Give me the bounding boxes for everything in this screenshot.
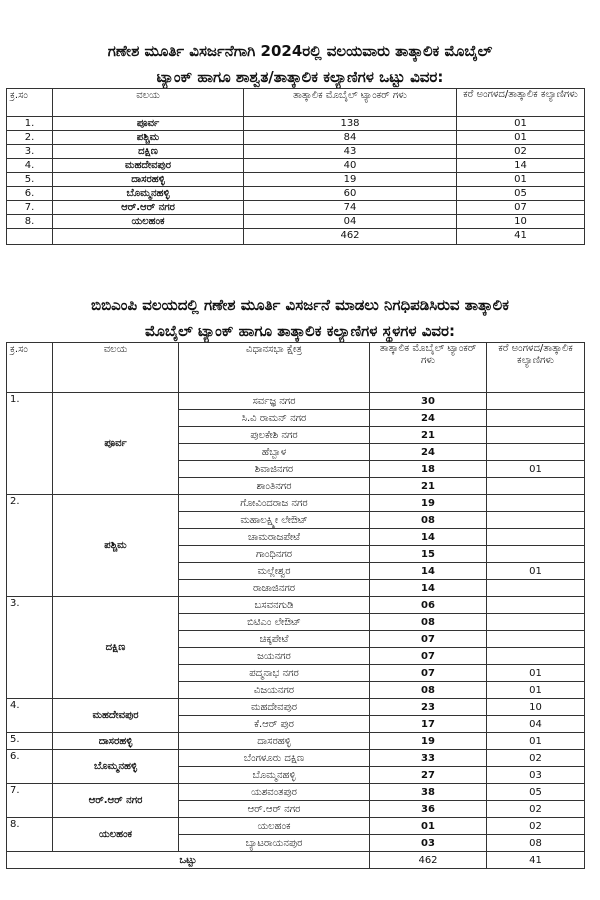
row-constituency: ಶಿವಾಜಿನಗರ bbox=[179, 461, 370, 478]
title-1 bbox=[0, 38, 600, 90]
header-tanks: ತಾತ್ಕಾಲಿಕ ಮೊಬೈಲ್ ಟ್ಯಾಂಕರ್ ಗಳು bbox=[244, 89, 457, 117]
row-constituency: ಮಹದೇವಪುರ bbox=[179, 699, 370, 716]
row-tanks: 14 bbox=[370, 580, 487, 597]
row-tanks: 15 bbox=[370, 546, 487, 563]
row-constituency: ಪದ್ಮನಾಭ ನಗರ bbox=[179, 665, 370, 682]
row-sl: 2. bbox=[7, 495, 53, 597]
summary-table bbox=[6, 88, 585, 245]
table-row bbox=[7, 750, 585, 767]
row-sl: 8. bbox=[7, 215, 53, 229]
row-zone: ಆರ್.ಆರ್ ನಗರ bbox=[53, 784, 179, 818]
row-constituency: ಯಶವಂತಪುರ bbox=[179, 784, 370, 801]
row-zone: ಬೊಮ್ಮನಹಳ್ಳಿ bbox=[53, 750, 179, 784]
table-row bbox=[7, 784, 585, 801]
row-sl: 2. bbox=[7, 131, 53, 145]
row-kalyani bbox=[487, 393, 585, 410]
row-constituency: ಚಾಮರಾಜಪೇಟೆ bbox=[179, 529, 370, 546]
row-sl: 5. bbox=[7, 173, 53, 187]
row-tanks: 24 bbox=[370, 410, 487, 427]
row-sl: 1. bbox=[7, 393, 53, 495]
row-kalyani bbox=[487, 444, 585, 461]
row-tanks: 04 bbox=[244, 215, 457, 229]
title-1-line-1: ಗಣೇಶ ಮೂರ್ತಿ ವಿಸರ್ಜನೆಗಾಗಿ 2024ರಲ್ಲಿ ವಲಯವಾರು ತಾತ್ಕಾಲಿಕ ಮೊಬೈಲ್ bbox=[107, 42, 493, 60]
row-tanks: 33 bbox=[370, 750, 487, 767]
header-zone: ವಲಯ bbox=[53, 89, 244, 117]
table-row bbox=[7, 131, 585, 145]
row-tanks: 36 bbox=[370, 801, 487, 818]
row-constituency: ಮಹಾಲಕ್ಷ್ಮೀ ಲೇಔಟ್ bbox=[179, 512, 370, 529]
total-row bbox=[7, 229, 585, 245]
row-sl: 3. bbox=[7, 145, 53, 159]
row-zone: ದಾಸರಹಳ್ಳಿ bbox=[53, 173, 244, 187]
table-row bbox=[7, 699, 585, 716]
row-kalyani: 02 bbox=[457, 145, 585, 159]
row-kalyani bbox=[487, 614, 585, 631]
total-empty bbox=[53, 229, 244, 245]
row-tanks: 138 bbox=[244, 117, 457, 131]
row-tanks: 19 bbox=[370, 495, 487, 512]
row-constituency: ಆರ್.ಆರ್ ನಗರ bbox=[179, 801, 370, 818]
header-kalyani: ಕರೆ ಅಂಗಳದ/ತಾತ್ಕಾಲಿಕ ಕಲ್ಯಾಣಿಗಳು bbox=[487, 343, 585, 393]
row-tanks: 40 bbox=[244, 159, 457, 173]
row-kalyani: 14 bbox=[457, 159, 585, 173]
row-tanks: 18 bbox=[370, 461, 487, 478]
row-zone: ಮಹದೇವಪುರ bbox=[53, 159, 244, 173]
row-kalyani: 01 bbox=[487, 733, 585, 750]
row-kalyani bbox=[487, 631, 585, 648]
row-kalyani: 04 bbox=[487, 716, 585, 733]
row-sl: 8. bbox=[7, 818, 53, 852]
table-row bbox=[7, 173, 585, 187]
row-tanks: 19 bbox=[370, 733, 487, 750]
row-constituency: ಸಿ.ವಿ ರಾಮನ್ ನಗರ bbox=[179, 410, 370, 427]
row-constituency: ರಾಜಾಜಿನಗರ bbox=[179, 580, 370, 597]
row-constituency: ಚಿಕ್ಕಪೇಟೆ bbox=[179, 631, 370, 648]
row-tanks: 27 bbox=[370, 767, 487, 784]
row-constituency: ಬ್ಯಾಟರಾಯನಪುರ bbox=[179, 835, 370, 852]
row-zone: ದಕ್ಷಿಣ bbox=[53, 145, 244, 159]
row-zone: ಬೊಮ್ಮನಹಳ್ಳಿ bbox=[53, 187, 244, 201]
row-tanks: 03 bbox=[370, 835, 487, 852]
row-tanks: 21 bbox=[370, 427, 487, 444]
row-constituency: ಹೆಬ್ಬಾಳ bbox=[179, 444, 370, 461]
row-kalyani bbox=[487, 648, 585, 665]
total-tanks: 462 bbox=[244, 229, 457, 245]
row-kalyani bbox=[487, 597, 585, 614]
row-kalyani bbox=[487, 427, 585, 444]
row-kalyani bbox=[487, 580, 585, 597]
total-kalyani: 41 bbox=[457, 229, 585, 245]
row-tanks: 30 bbox=[370, 393, 487, 410]
row-tanks: 23 bbox=[370, 699, 487, 716]
row-tanks: 07 bbox=[370, 648, 487, 665]
row-tanks: 08 bbox=[370, 682, 487, 699]
row-constituency: ಮಲ್ಲೇಶ್ವರ bbox=[179, 563, 370, 580]
row-tanks: 07 bbox=[370, 665, 487, 682]
row-zone: ಯಲಹಂಕ bbox=[53, 818, 179, 852]
row-zone: ಪೂರ್ವ bbox=[53, 117, 244, 131]
row-kalyani: 10 bbox=[457, 215, 585, 229]
table-row bbox=[7, 159, 585, 173]
row-kalyani: 05 bbox=[457, 187, 585, 201]
row-tanks: 08 bbox=[370, 512, 487, 529]
total-label: ಒಟ್ಟು bbox=[7, 852, 370, 869]
table-row bbox=[7, 818, 585, 835]
row-kalyani: 01 bbox=[457, 173, 585, 187]
table-row bbox=[7, 215, 585, 229]
row-tanks: 84 bbox=[244, 131, 457, 145]
table-row bbox=[7, 733, 585, 750]
row-kalyani: 03 bbox=[487, 767, 585, 784]
row-kalyani: 01 bbox=[487, 461, 585, 478]
table-row bbox=[7, 201, 585, 215]
total-tanks: 462 bbox=[370, 852, 487, 869]
row-zone: ಪಶ್ಚಿಮ bbox=[53, 495, 179, 597]
row-kalyani bbox=[487, 546, 585, 563]
row-kalyani: 01 bbox=[487, 682, 585, 699]
row-kalyani: 01 bbox=[487, 563, 585, 580]
row-constituency: ಗೋವಿಂದರಾಜ ನಗರ bbox=[179, 495, 370, 512]
row-constituency: ವಿಜಯನಗರ bbox=[179, 682, 370, 699]
row-kalyani: 02 bbox=[487, 818, 585, 835]
row-kalyani bbox=[487, 512, 585, 529]
row-kalyani: 01 bbox=[457, 117, 585, 131]
table-row bbox=[7, 117, 585, 131]
total-empty bbox=[7, 229, 53, 245]
row-constituency: ಬೊಮ್ಮನಹಳ್ಳಿ bbox=[179, 767, 370, 784]
header-kalyani: ಕರೆ ಅಂಗಳದ/ತಾತ್ಕಾಲಿಕ ಕಲ್ಯಾಣಿಗಳು bbox=[457, 89, 585, 117]
header-sl: ಕ್ರ.ಸಂ bbox=[7, 89, 53, 117]
row-sl: 6. bbox=[7, 187, 53, 201]
row-constituency: ಶಾಂತಿನಗರ bbox=[179, 478, 370, 495]
row-constituency: ಸರ್ವಜ್ಞ ನಗರ bbox=[179, 393, 370, 410]
row-tanks: 06 bbox=[370, 597, 487, 614]
row-sl: 4. bbox=[7, 159, 53, 173]
table-row bbox=[7, 187, 585, 201]
title-2-line-1: ಬಿಬಿಎಂಪಿ ವಲಯದಲ್ಲಿ ಗಣೇಶ ಮೂರ್ತಿ ವಿಸರ್ಜನೆ ಮಾಡಲು ನಿಗಧಿಪಡಿಸಿರುವ ತಾತ್ಕಾಲಿಕ bbox=[91, 296, 509, 314]
row-sl: 4. bbox=[7, 699, 53, 733]
row-kalyani: 01 bbox=[457, 131, 585, 145]
row-kalyani bbox=[487, 410, 585, 427]
row-constituency: ಯಲಹಂಕ bbox=[179, 818, 370, 835]
row-sl: 5. bbox=[7, 733, 53, 750]
row-kalyani bbox=[487, 529, 585, 546]
row-tanks: 24 bbox=[370, 444, 487, 461]
header-tanks: ತಾತ್ಕಾಲಿಕ ಮೊಬೈಲ್ ಟ್ಯಾಂಕರ್ ಗಳು bbox=[370, 343, 487, 393]
row-zone: ದಕ್ಷಿಣ bbox=[53, 597, 179, 699]
row-kalyani: 08 bbox=[487, 835, 585, 852]
row-constituency: ಬಿಟಿಎಂ ಲೇಔಟ್ bbox=[179, 614, 370, 631]
row-constituency: ಜಯನಗರ bbox=[179, 648, 370, 665]
row-tanks: 38 bbox=[370, 784, 487, 801]
row-kalyani: 01 bbox=[487, 665, 585, 682]
row-kalyani: 02 bbox=[487, 750, 585, 767]
table-row bbox=[7, 495, 585, 512]
total-row bbox=[7, 852, 585, 869]
title-1-line-2: ಟ್ಯಾಂಕ್ ಹಾಗೂ ಶಾಶ್ವತ/ತಾತ್ಕಾಲಿಕ ಕಲ್ಯಾಣಿಗಳ ಒಟ್ಟು ವಿವರ: bbox=[156, 68, 444, 86]
row-kalyani bbox=[487, 478, 585, 495]
table-row bbox=[7, 393, 585, 410]
header-sl: ಕ್ರ.ಸಂ bbox=[7, 343, 53, 393]
row-zone: ಪೂರ್ವ bbox=[53, 393, 179, 495]
row-tanks: 74 bbox=[244, 201, 457, 215]
row-kalyani bbox=[487, 495, 585, 512]
detail-table bbox=[6, 342, 585, 869]
row-tanks: 19 bbox=[244, 173, 457, 187]
row-sl: 1. bbox=[7, 117, 53, 131]
row-sl: 6. bbox=[7, 750, 53, 784]
table-row bbox=[7, 145, 585, 159]
row-zone: ಯಲಹಂಕ bbox=[53, 215, 244, 229]
row-constituency: ಪುಲಕೇಶಿ ನಗರ bbox=[179, 427, 370, 444]
row-kalyani: 10 bbox=[487, 699, 585, 716]
row-sl: 7. bbox=[7, 201, 53, 215]
row-tanks: 07 bbox=[370, 631, 487, 648]
row-tanks: 17 bbox=[370, 716, 487, 733]
row-zone: ದಾಸರಹಳ್ಳಿ bbox=[53, 733, 179, 750]
row-zone: ಆರ್.ಆರ್ ನಗರ bbox=[53, 201, 244, 215]
row-kalyani: 02 bbox=[487, 801, 585, 818]
row-constituency: ಬಸವನಗುಡಿ bbox=[179, 597, 370, 614]
row-constituency: ಬೆಂಗಳೂರು ದಕ್ಷಿಣ bbox=[179, 750, 370, 767]
row-constituency: ಗಾಂಧಿನಗರ bbox=[179, 546, 370, 563]
row-zone: ಮಹದೇವಪುರ bbox=[53, 699, 179, 733]
row-sl: 3. bbox=[7, 597, 53, 699]
row-tanks: 14 bbox=[370, 529, 487, 546]
row-constituency: ಕೆ.ಆರ್ ಪುರ bbox=[179, 716, 370, 733]
row-kalyani: 05 bbox=[487, 784, 585, 801]
row-tanks: 43 bbox=[244, 145, 457, 159]
row-tanks: 01 bbox=[370, 818, 487, 835]
row-tanks: 21 bbox=[370, 478, 487, 495]
row-constituency: ದಾಸರಹಳ್ಳಿ bbox=[179, 733, 370, 750]
header-zone: ವಲಯ bbox=[53, 343, 179, 393]
title-2-line-2: ಮೊಬೈಲ್ ಟ್ಯಾಂಕ್ ಹಾಗೂ ತಾತ್ಕಾಲಿಕ ಕಲ್ಯಾಣಿಗಳ ಸ್ಥಳಗಳ ವಿವರ: bbox=[145, 322, 455, 340]
row-zone: ಪಶ್ಚಿಮ bbox=[53, 131, 244, 145]
row-tanks: 14 bbox=[370, 563, 487, 580]
row-sl: 7. bbox=[7, 784, 53, 818]
title-2 bbox=[0, 292, 600, 344]
total-kalyani: 41 bbox=[487, 852, 585, 869]
table-row bbox=[7, 597, 585, 614]
row-tanks: 08 bbox=[370, 614, 487, 631]
row-kalyani: 07 bbox=[457, 201, 585, 215]
row-tanks: 60 bbox=[244, 187, 457, 201]
header-constituency: ವಿಧಾನಸಭಾ ಕ್ಷೇತ್ರ bbox=[179, 343, 370, 393]
